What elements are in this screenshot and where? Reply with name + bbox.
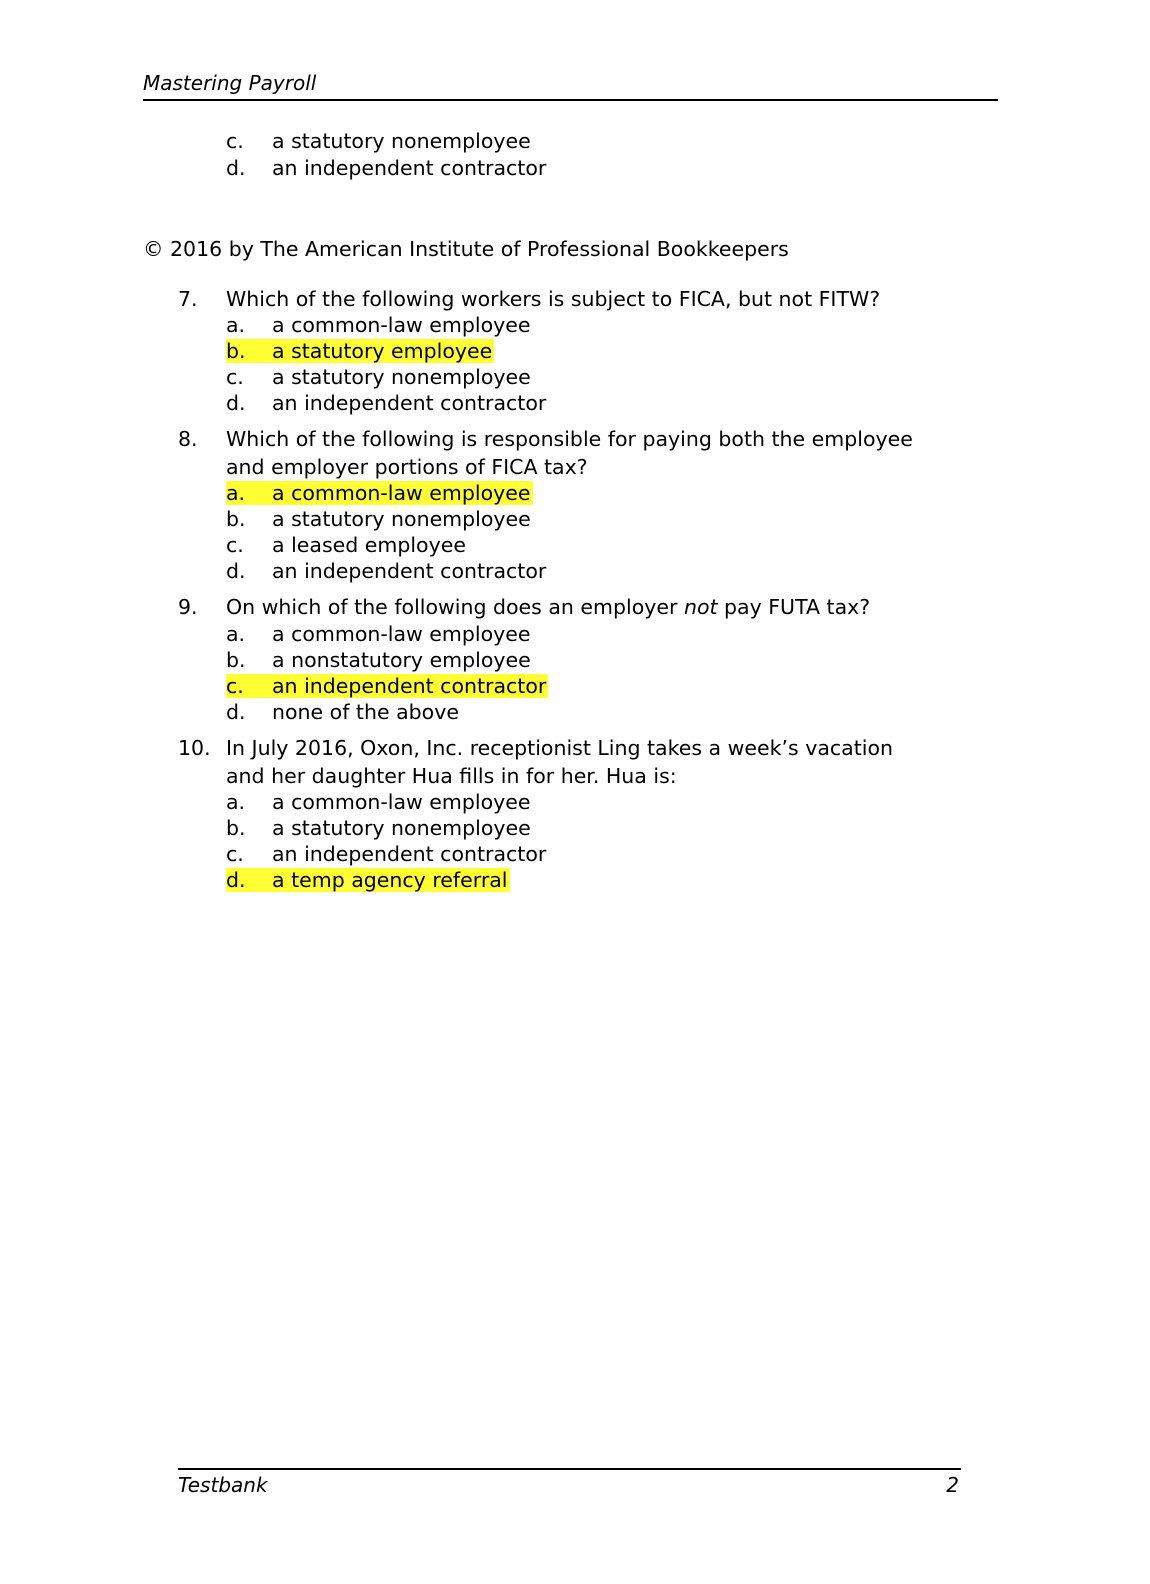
option-letter: b.: [226, 507, 246, 531]
option-text: a common-law employee: [272, 622, 531, 646]
question-text: pay FUTA tax?: [717, 595, 871, 619]
question-text: Which of the following workers is subject to FICA, but not FITW?: [226, 287, 881, 311]
question-10-option-a: [226, 789, 531, 815]
option-letter: d.: [226, 700, 246, 724]
option-letter: c.: [226, 129, 244, 153]
question-10-option-c: [226, 841, 546, 867]
question-9-option-d: [226, 699, 459, 725]
option-text: an independent contractor: [272, 842, 547, 866]
question-10-option-b: [226, 815, 531, 841]
question-8-stem: [178, 426, 913, 452]
carryover-option: [226, 155, 546, 181]
option-text: a leased employee: [272, 533, 466, 557]
question-9-option-c-answer: [226, 673, 548, 699]
option-text: an independent contractor: [272, 156, 547, 180]
question-7-stem: [178, 286, 880, 312]
question-emphasis: not: [683, 595, 718, 619]
option-letter: c.: [226, 674, 244, 698]
question-8-option-c: [226, 532, 466, 558]
option-letter: c.: [226, 842, 244, 866]
question-7-option-b-answer: [226, 338, 494, 364]
option-text: an independent contractor: [272, 674, 547, 698]
question-number: 7.: [178, 287, 198, 311]
option-letter: b.: [226, 339, 246, 363]
question-8-option-d: [226, 558, 546, 584]
carryover-option: [226, 128, 531, 154]
question-10-stem-continued: [226, 763, 677, 789]
question-number: 10.: [178, 736, 211, 760]
option-letter: a.: [226, 622, 246, 646]
question-number: 9.: [178, 595, 198, 619]
question-text: In July 2016, Oxon, Inc. receptionist Ling takes a week’s vacation: [226, 736, 894, 760]
header-title: Mastering Payroll: [143, 71, 317, 95]
running-header: [143, 70, 998, 101]
option-text: an independent contractor: [272, 391, 547, 415]
option-text: a common-law employee: [272, 313, 531, 337]
question-number: 8.: [178, 427, 198, 451]
option-text: a statutory employee: [272, 339, 493, 363]
question-8-option-b: [226, 506, 531, 532]
option-text: a temp agency referral: [272, 868, 508, 892]
question-text: and her daughter Hua fills in for her. Hua is:: [226, 764, 677, 788]
page-number: 2: [946, 1473, 959, 1497]
option-text: a statutory nonemployee: [272, 507, 531, 531]
question-10-stem: [178, 735, 893, 761]
option-text: a statutory nonemployee: [272, 129, 531, 153]
question-9-option-b: [226, 647, 531, 673]
option-letter: d.: [226, 868, 246, 892]
question-10-option-d-answer: [226, 867, 510, 893]
option-letter: d.: [226, 156, 246, 180]
question-9-stem: [178, 594, 870, 620]
question-7-option-d: [226, 390, 546, 416]
question-8-option-a-answer: [226, 480, 533, 506]
question-7-option-c: [226, 364, 531, 390]
question-text: and employer portions of FICA tax?: [226, 455, 588, 479]
option-text: an independent contractor: [272, 559, 547, 583]
footer-label: Testbank: [178, 1473, 268, 1497]
question-9-option-a: [226, 621, 531, 647]
option-letter: a.: [226, 313, 246, 337]
option-letter: d.: [226, 559, 246, 583]
question-8-stem-continued: [226, 454, 588, 480]
option-letter: b.: [226, 816, 246, 840]
option-text: none of the above: [272, 700, 459, 724]
question-text: On which of the following does an employer: [226, 595, 684, 619]
option-letter: d.: [226, 391, 246, 415]
option-letter: a.: [226, 481, 246, 505]
option-text: a nonstatutory employee: [272, 648, 531, 672]
option-text: a common-law employee: [272, 481, 531, 505]
option-letter: b.: [226, 648, 246, 672]
question-7-option-a: [226, 312, 531, 338]
running-footer: [178, 1468, 961, 1498]
question-text: Which of the following is responsible for paying both the employee: [226, 427, 913, 451]
option-letter: a.: [226, 790, 246, 814]
option-text: a common-law employee: [272, 790, 531, 814]
option-letter: c.: [226, 533, 244, 557]
copyright-notice: © 2016 by The American Institute of Professional Bookkeepers: [143, 237, 789, 261]
option-text: a statutory nonemployee: [272, 365, 531, 389]
option-text: a statutory nonemployee: [272, 816, 531, 840]
option-letter: c.: [226, 365, 244, 389]
